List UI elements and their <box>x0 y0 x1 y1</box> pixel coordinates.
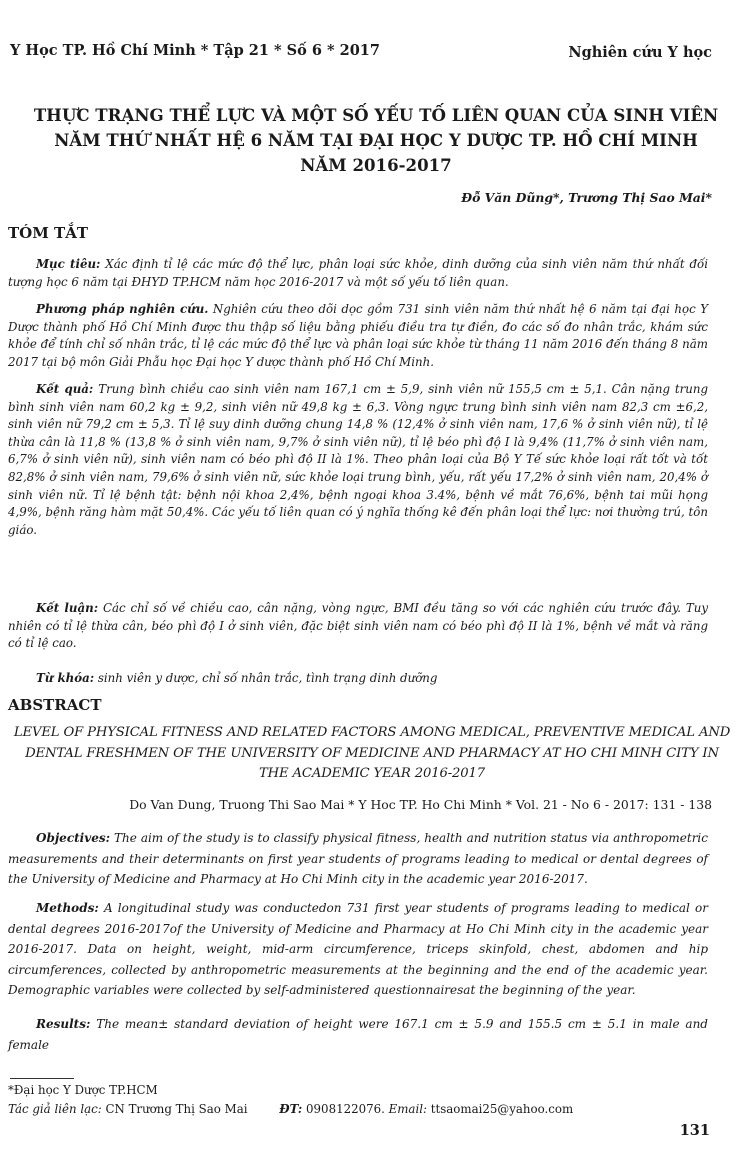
running-header <box>10 42 712 68</box>
results-label: Kết quả: <box>36 382 94 396</box>
keywords-text: sinh viên y dược, chỉ số nhân trắc, tình trạng dinh dưỡng <box>97 671 438 685</box>
methods-label: Phương pháp nghiên cứu. <box>36 302 209 316</box>
contact-footnote <box>8 1102 573 1116</box>
objectives-label: Objectives: <box>36 831 111 845</box>
conclusion-label: Kết luận: <box>36 601 99 615</box>
objective-text: Xác định tỉ lệ các mức độ thể lực, phân loại sức khỏe, dinh dưỡng của sinh viên năm thứ nhất đối tượng học 6 năm tại ĐHYD TP.HCM năm học 2016-2017 và một số yếu tố liên quan. <box>8 257 708 289</box>
journal-citation-header: Y Học TP. Hồ Chí Minh * Tập 21 * Số 6 * 2017 <box>10 42 380 59</box>
methods-text: Nghiên cứu theo dõi dọc gồm 731 sinh viên năm thứ nhất hệ 6 năm tại đại học Y Dược thành phố Hồ Chí Minh được thu thập số liệu bằng phiếu điều tra tự điền, đo các số đo nhân trắc, khám sức khỏe để tính chỉ số nhân trắc, tỉ lệ các mức độ thể lực và phân loại sức khỏe từ tháng 11 năm 2016 đến tháng 8 năm 2017 tại bộ môn Giải Phẫu học Đại học Y dược thành phố Hồ Chí Minh. <box>8 302 708 369</box>
objectives-text: The aim of the study is to classify physical fitness, health and nutrition status via anthropometric measurements and their determinants on first year students of programs leading to medical or dental degrees of the University of Medicine and Pharmacy at Ho Chi Minh city in the academic year 2016-2017. <box>8 831 708 886</box>
english-citation: Do Van Dung, Truong Thi Sao Mai * Y Hoc TP. Ho Chi Minh * Vol. 21 - No 6 - 2017: 131 - 138 <box>129 797 712 812</box>
email-label: Email: <box>388 1102 427 1116</box>
abstract-results <box>8 1014 708 1055</box>
conclusion-text: Các chỉ số về chiều cao, cân nặng, vòng ngực, BMI đều tăng so với các nghiên cứu trước đây. Tuy nhiên có tỉ lệ thừa cân, béo phì độ I ở sinh viên, đặc biệt sinh viên nam có béo phì độ II là 1%, bệnh về mắt và răng có tỉ lệ cao. <box>8 601 708 651</box>
abstract-objectives <box>8 828 708 890</box>
section-label: Nghiên cứu Y học <box>568 44 712 61</box>
email-link[interactable]: ttsaomai25@yahoo.com <box>430 1102 574 1116</box>
abstract-methods <box>8 898 708 1001</box>
abstract-heading: ABSTRACT <box>8 696 102 714</box>
footnote-divider <box>10 1078 74 1079</box>
article-title: THỰC TRẠNG THỂ LỰC VÀ MỘT SỐ YẾU TỐ LIÊN QUAN CỦA SINH VIÊN NĂM THỨ NHẤT HỆ 6 NĂM TẠI ĐẠI HỌC Y DƯỢC TP. HỒ CHÍ MINH NĂM 2016-2017 <box>33 105 719 175</box>
abstract-title: LEVEL OF PHYSICAL FITNESS AND RELATED FACTORS AMONG MEDICAL, PREVENTIVE MEDICAL AND DENTAL FRESHMEN OF THE UNIVERSITY OF MEDICINE AND PHARMACY AT HO CHI MINH CITY IN THE ACADEMIC YEAR 2016-2017 <box>13 725 731 781</box>
phone-label: ĐT: <box>279 1102 303 1116</box>
contact-name: CN Trương Thị Sao Mai <box>105 1102 248 1116</box>
results-text: Trung bình chiều cao sinh viên nam 167,1 cm ± 5,9, sinh viên nữ 155,5 cm ± 5,1. Cân nặng trung bình sinh viên nam 60,2 kg ± 9,2, sinh viên nữ 49,8 kg ± 6,3. Vòng ngực trung bình sinh viên nam 82,3 cm ±6,2, sinh viên nữ 79,2 cm ± 5,3. Tỉ lệ suy dinh dưỡng chung 14,8 % (12,4% ở sinh viên nam, 17,6 % ở sinh viên nữ), tỉ lệ thừa cân là 11,8 % (13,8 % ở sinh viên nam, 9,7% ở sinh viên nữ), tỉ lệ béo phì độ I là 9,4% (11,7% ở sinh viên nam, 6,7% ở sinh viên nữ), sinh viên nam có béo phì độ II là 1%. Theo phân loại của Bộ Y Tế sức khỏe loại rất tốt và tốt 82,8% ở sinh viên nam, 79,6% ở sinh viên nữ, sức khỏe loại trung bình, yếu, rất yếu 17,2% ở sinh viên nam, 20,4% ở sinh viên nữ. Tỉ lệ bệnh tật: bệnh nội khoa 2,4%, bệnh ngoại khoa 3.4%, bệnh về mắt 76,6%, bệnh tai mũi họng 4,9%, bệnh răng hàm mặt 50,4%. Các yếu tố liên quan có ý nghĩa thống kê đến phân loại thể lực: nơi thường trú, tôn giáo. <box>8 382 709 537</box>
en-results-text: The mean± standard deviation of height were 167.1 cm ± 5.9 and 155.5 cm ± 5.1 in male and female <box>8 1017 708 1052</box>
en-results-label: Results: <box>36 1017 91 1031</box>
summary-heading: TÓM TẮT <box>8 224 89 242</box>
summary-methods <box>8 301 708 371</box>
author-list: Đỗ Văn Dũng*, Trương Thị Sao Mai* <box>461 190 712 205</box>
phone-number: 0908122076. <box>306 1102 385 1116</box>
objective-label: Mục tiêu: <box>36 257 101 271</box>
summary-conclusion <box>8 600 708 653</box>
en-methods-label: Methods: <box>36 901 99 915</box>
keywords-label: Từ khóa: <box>36 671 95 685</box>
contact-label: Tác giả liên lạc: <box>8 1102 102 1116</box>
page-number: 131 <box>679 1122 710 1139</box>
en-methods-text: A longitudinal study was conductedon 731 first year students of programs leading to medical or dental degrees 2016-2017of the University of Medicine and Pharmacy at Ho Chi Minh city in the academic year 2016-2017. Data on height, weight, mid-arm circumference, triceps skinfold, chest, abdomen and hip circumferences, collected by anthropometric measurements at the beginning and the end of the academic year. Demographic variables were collected by self-administered questionnairesat the beginning of the year. <box>8 901 708 997</box>
summary-results <box>8 381 708 539</box>
affiliation-footnote: *Đại học Y Dược TP.HCM <box>8 1083 158 1097</box>
summary-objective <box>8 256 708 291</box>
summary-keywords <box>8 670 708 688</box>
